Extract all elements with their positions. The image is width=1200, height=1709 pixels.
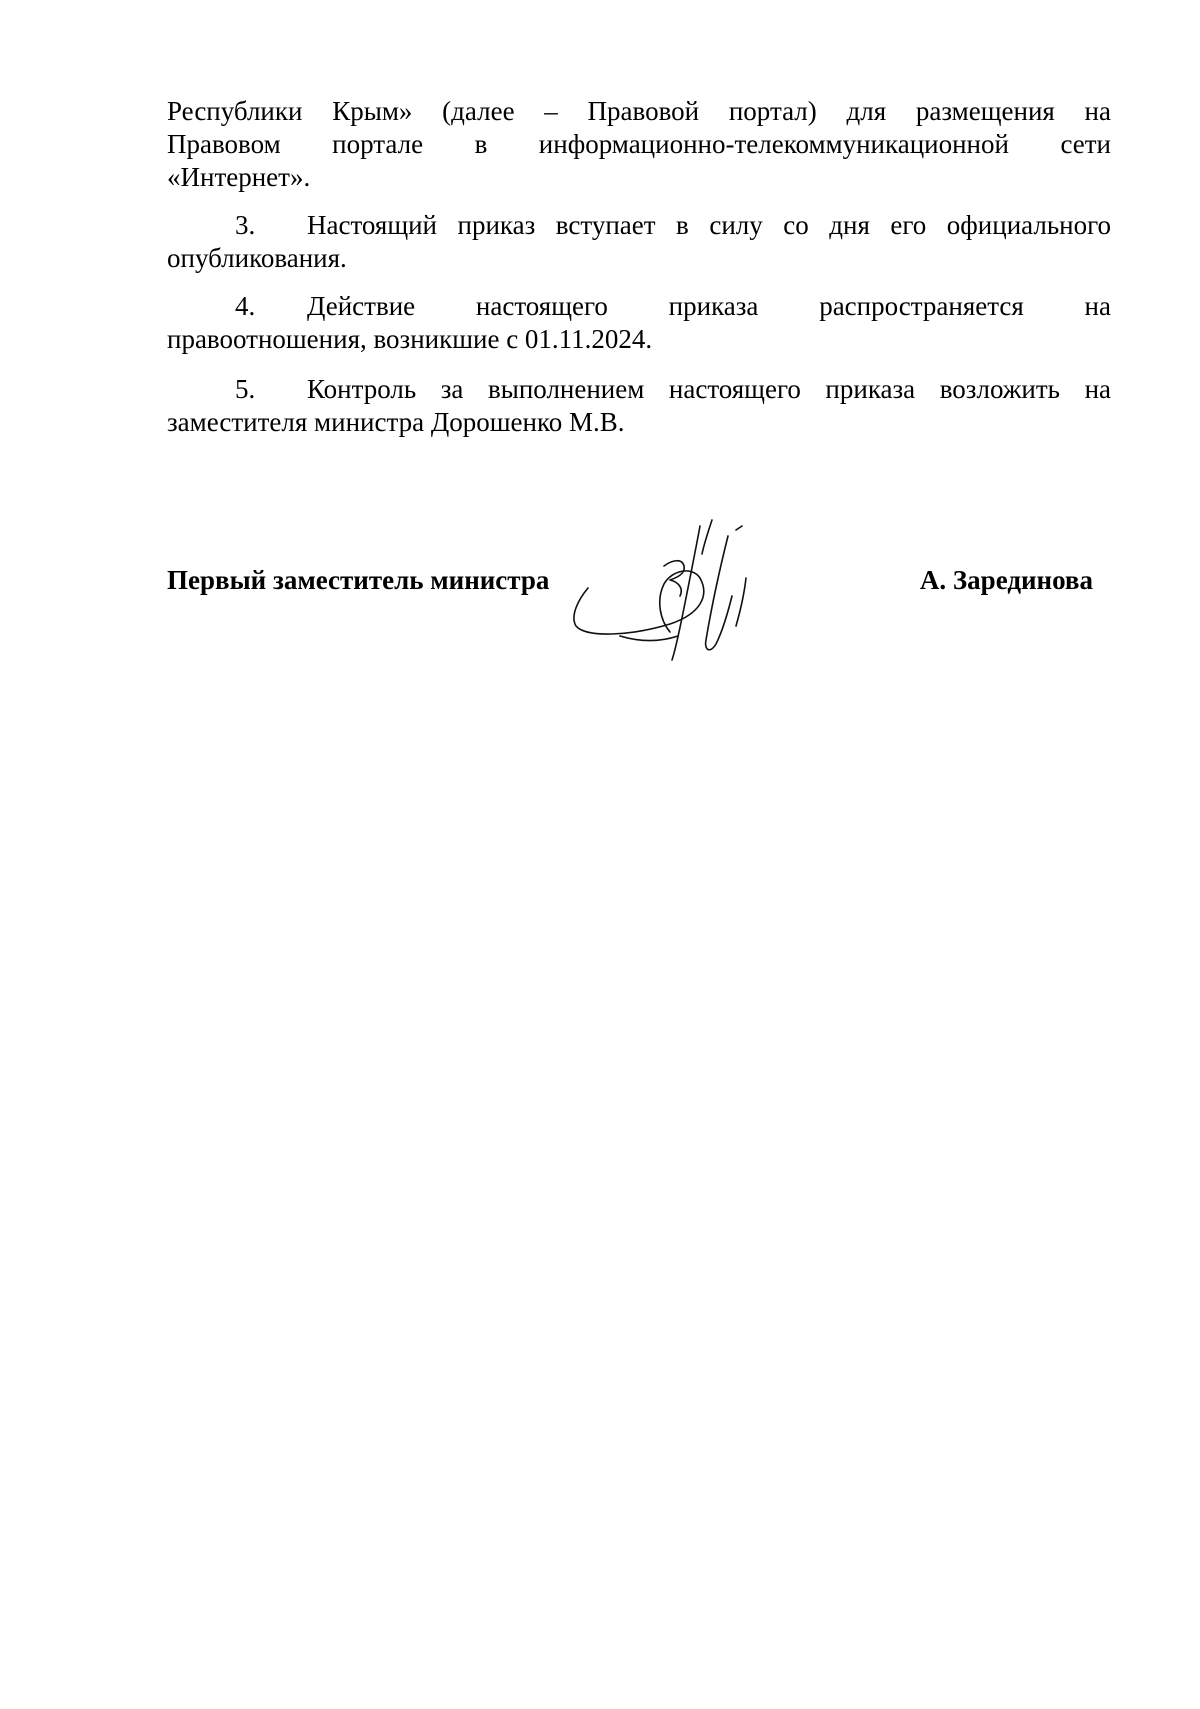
intro-line-1: Республики Крым» (далее – Правовой портал) для размещения на	[167, 96, 1111, 126]
paragraph-3-line-2: опубликования.	[167, 243, 347, 273]
paragraph-5-line-1: Контроль за выполнением настоящего приказа возложить на	[307, 374, 1111, 404]
paragraph-4-line-1: Действие настоящего приказа распространяется на	[307, 291, 1111, 321]
intro-line-3: «Интернет».	[167, 162, 311, 192]
signature-block	[167, 564, 1111, 604]
signatory-name: А. Зарединова	[919, 565, 1093, 595]
paragraph-5	[167, 373, 1111, 439]
paragraph-3-first-line	[167, 209, 1111, 242]
paragraph-4	[167, 290, 1111, 356]
paragraph-3-line-1: Настоящий приказ вступает в силу со дня его официального	[307, 210, 1111, 240]
paragraph-5-first-line	[167, 373, 1111, 406]
paragraph-4-number: 4.	[235, 291, 256, 321]
paragraph-4-line-2: правоотношения, возникшие с 01.11.2024.	[167, 324, 653, 354]
paragraph-3	[167, 209, 1111, 275]
intro-paragraph	[167, 95, 1111, 194]
signatory-position: Первый заместитель министра	[167, 565, 550, 595]
paragraph-3-number: 3.	[235, 210, 256, 240]
paragraph-4-first-line	[167, 290, 1111, 323]
paragraph-5-number: 5.	[235, 374, 256, 404]
intro-line-2: Правовом портале в информационно-телекоммуникационной сети	[167, 129, 1111, 159]
paragraph-5-line-2: заместителя министра Дорошенко М.В.	[167, 407, 625, 437]
